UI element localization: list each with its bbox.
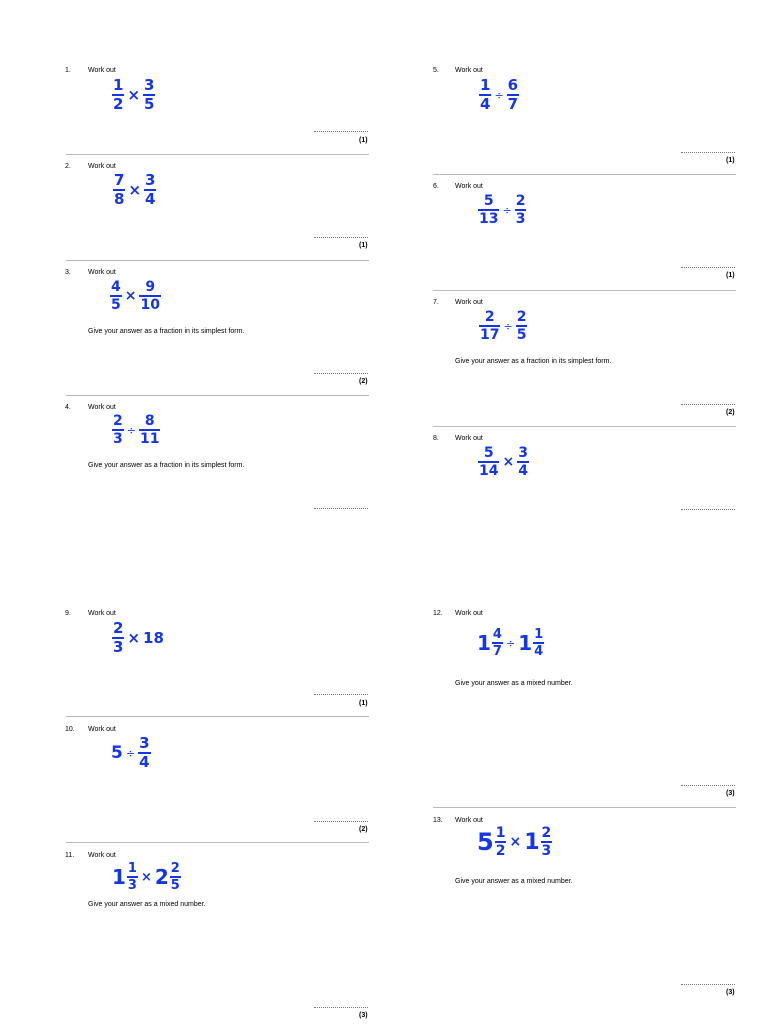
q3-operator: ×	[124, 288, 137, 304]
q8-expression	[478, 446, 529, 478]
q5-work-out: Work out	[455, 67, 483, 74]
q2-divider	[66, 260, 369, 261]
q7-divider	[433, 426, 736, 427]
q3-a-den: 5	[111, 297, 121, 313]
q3-expression	[110, 280, 161, 312]
q3-answer-line[interactable]	[314, 373, 368, 374]
q10-marks: (2)	[359, 826, 368, 833]
q1-work-out: Work out	[88, 67, 116, 74]
q7-b-num: 2	[516, 309, 527, 325]
q7-b-den: 5	[516, 327, 527, 343]
q1-a-num: 1	[113, 76, 124, 94]
q9-work-out: Work out	[88, 610, 116, 617]
q10-divider	[66, 842, 369, 843]
q12-operator: ÷	[505, 636, 516, 650]
q3-marks: (2)	[359, 378, 368, 385]
q11-b-num: 2	[170, 861, 180, 876]
q11-marks: (3)	[359, 1012, 368, 1019]
q4-work-out: Work out	[88, 404, 116, 411]
q7-operator: ÷	[503, 319, 513, 333]
q9-marks: (1)	[359, 700, 368, 707]
q12-a-num: 4	[492, 627, 502, 642]
q12-instruction: Give your answer as a mixed number.	[455, 680, 573, 687]
q6-expression	[478, 194, 526, 226]
q10-b-num: 3	[139, 734, 150, 752]
q1-divider	[66, 154, 369, 155]
q5-b-num: 6	[507, 76, 519, 94]
q12-b-whole: 1	[518, 631, 533, 655]
q9-operator: ×	[127, 629, 141, 647]
q3-b-den: 10	[140, 297, 160, 313]
q8-b-den: 4	[518, 463, 528, 479]
q8-b-num: 3	[518, 445, 528, 461]
q6-divider	[433, 290, 736, 291]
q2-a-num: 7	[114, 171, 125, 189]
q8-a-num: 5	[483, 445, 494, 461]
q11-expression	[112, 862, 181, 892]
q1-marks: (1)	[359, 137, 368, 144]
q12-marks: (3)	[726, 790, 735, 797]
q11-a-den: 3	[127, 878, 137, 893]
q1-number: 1.	[65, 67, 71, 74]
q10-operator: ÷	[125, 746, 136, 760]
q13-operator: ×	[509, 834, 522, 850]
q6-number: 6.	[433, 183, 439, 190]
q13-b-den: 3	[541, 843, 552, 859]
q10-work-out: Work out	[88, 726, 116, 733]
q5-expression	[479, 78, 519, 112]
q13-a-den: 2	[495, 843, 506, 859]
q13-instruction: Give your answer as a mixed number.	[455, 878, 573, 885]
q5-divider	[433, 174, 736, 175]
q7-instruction: Give your answer as a fraction in its simplest form.	[455, 358, 612, 365]
q2-marks: (1)	[359, 242, 368, 249]
q8-operator: ×	[502, 454, 515, 470]
q2-answer-line[interactable]	[314, 237, 368, 238]
q6-work-out: Work out	[455, 183, 483, 190]
q5-b-den: 7	[507, 95, 519, 113]
q1-expression	[112, 78, 155, 112]
q4-a-den: 3	[113, 431, 123, 447]
q1-answer-line[interactable]	[314, 131, 368, 132]
q11-a-num: 1	[127, 861, 137, 876]
q7-marks: (2)	[726, 409, 735, 416]
q1-a-den: 2	[113, 95, 124, 113]
q9-b-whole: 18	[143, 629, 164, 647]
q1-b-den: 5	[144, 95, 155, 113]
q11-work-out: Work out	[88, 852, 116, 859]
q4-operator: ÷	[126, 423, 136, 437]
q13-expression	[477, 826, 552, 858]
q11-operator: ×	[140, 869, 152, 885]
q13-answer-line[interactable]	[681, 984, 735, 985]
q6-b-num: 2	[515, 193, 526, 209]
q4-b-den: 11	[139, 431, 160, 447]
q11-b-whole: 2	[154, 865, 169, 889]
q13-work-out: Work out	[455, 817, 483, 824]
q7-work-out: Work out	[455, 299, 483, 306]
q4-answer-line[interactable]	[314, 508, 368, 509]
q7-number: 7.	[433, 299, 439, 306]
q4-number: 4.	[65, 404, 71, 411]
q7-answer-line[interactable]	[681, 404, 735, 405]
q6-answer-line[interactable]	[681, 267, 735, 268]
q9-answer-line[interactable]	[314, 694, 368, 695]
q10-number: 10.	[65, 726, 75, 733]
q8-work-out: Work out	[455, 435, 483, 442]
q3-b-num: 9	[145, 279, 156, 295]
q2-expression	[113, 173, 156, 207]
q6-marks: (1)	[726, 272, 735, 279]
q9-divider	[66, 716, 369, 717]
q3-divider	[66, 395, 369, 396]
q12-b-den: 4	[534, 644, 544, 659]
q12-answer-line[interactable]	[681, 785, 735, 786]
q7-a-num: 2	[484, 309, 495, 325]
q12-a-den: 7	[492, 644, 502, 659]
q4-a-num: 2	[113, 413, 123, 429]
q12-expression	[477, 628, 544, 658]
q10-expression	[111, 736, 151, 770]
q2-operator: ×	[128, 181, 142, 199]
q2-number: 2.	[65, 163, 71, 170]
q12-work-out: Work out	[455, 610, 483, 617]
q13-a-num: 1	[495, 825, 506, 841]
q1-b-num: 3	[144, 76, 155, 94]
q6-a-num: 5	[483, 193, 494, 209]
q6-b-den: 3	[515, 211, 526, 227]
q8-answer-line[interactable]	[681, 509, 735, 510]
q11-number: 11.	[65, 852, 75, 859]
q2-a-den: 8	[114, 190, 125, 208]
q4-b-num: 8	[144, 413, 155, 429]
q4-expression	[112, 414, 160, 446]
q4-instruction: Give your answer as a fraction in its simplest form.	[88, 462, 245, 469]
q9-a-num: 2	[113, 619, 124, 637]
q12-a-whole: 1	[477, 631, 491, 655]
q13-b-whole: 1	[524, 829, 540, 855]
q10-a-whole: 5	[111, 743, 123, 763]
q5-operator: ÷	[494, 88, 504, 102]
q5-number: 5.	[433, 67, 439, 74]
q10-answer-line[interactable]	[314, 821, 368, 822]
q11-answer-line[interactable]	[314, 1007, 368, 1008]
q13-number: 13.	[433, 817, 443, 824]
q6-operator: ÷	[502, 203, 512, 217]
q12-number: 12.	[433, 610, 443, 617]
q11-b-den: 5	[170, 878, 180, 893]
q9-number: 9.	[65, 610, 71, 617]
q3-instruction: Give your answer as a fraction in its simplest form.	[88, 328, 245, 335]
q12-divider	[433, 807, 736, 808]
q8-a-den: 14	[479, 463, 499, 479]
q13-a-whole: 5	[477, 828, 494, 856]
q5-answer-line[interactable]	[681, 152, 735, 153]
q5-marks: (1)	[726, 157, 735, 164]
q5-a-num: 1	[480, 76, 491, 94]
q10-b-den: 4	[139, 753, 150, 771]
q2-work-out: Work out	[88, 163, 116, 170]
q8-number: 8.	[433, 435, 439, 442]
q7-expression	[479, 310, 527, 342]
q11-instruction: Give your answer as a mixed number.	[88, 901, 206, 908]
q5-a-den: 4	[480, 95, 491, 113]
q12-b-num: 1	[534, 627, 544, 642]
q6-a-den: 13	[479, 211, 499, 227]
q3-work-out: Work out	[88, 269, 116, 276]
q3-number: 3.	[65, 269, 71, 276]
q2-b-den: 4	[145, 190, 156, 208]
q11-a-whole: 1	[112, 865, 126, 889]
q9-a-den: 3	[113, 638, 124, 656]
q7-a-den: 17	[480, 327, 500, 343]
q3-a-num: 4	[111, 279, 121, 295]
q13-marks: (3)	[726, 989, 735, 996]
q9-expression	[112, 621, 164, 655]
q1-operator: ×	[127, 86, 141, 104]
q13-b-num: 2	[541, 825, 552, 841]
q2-b-num: 3	[145, 171, 156, 189]
